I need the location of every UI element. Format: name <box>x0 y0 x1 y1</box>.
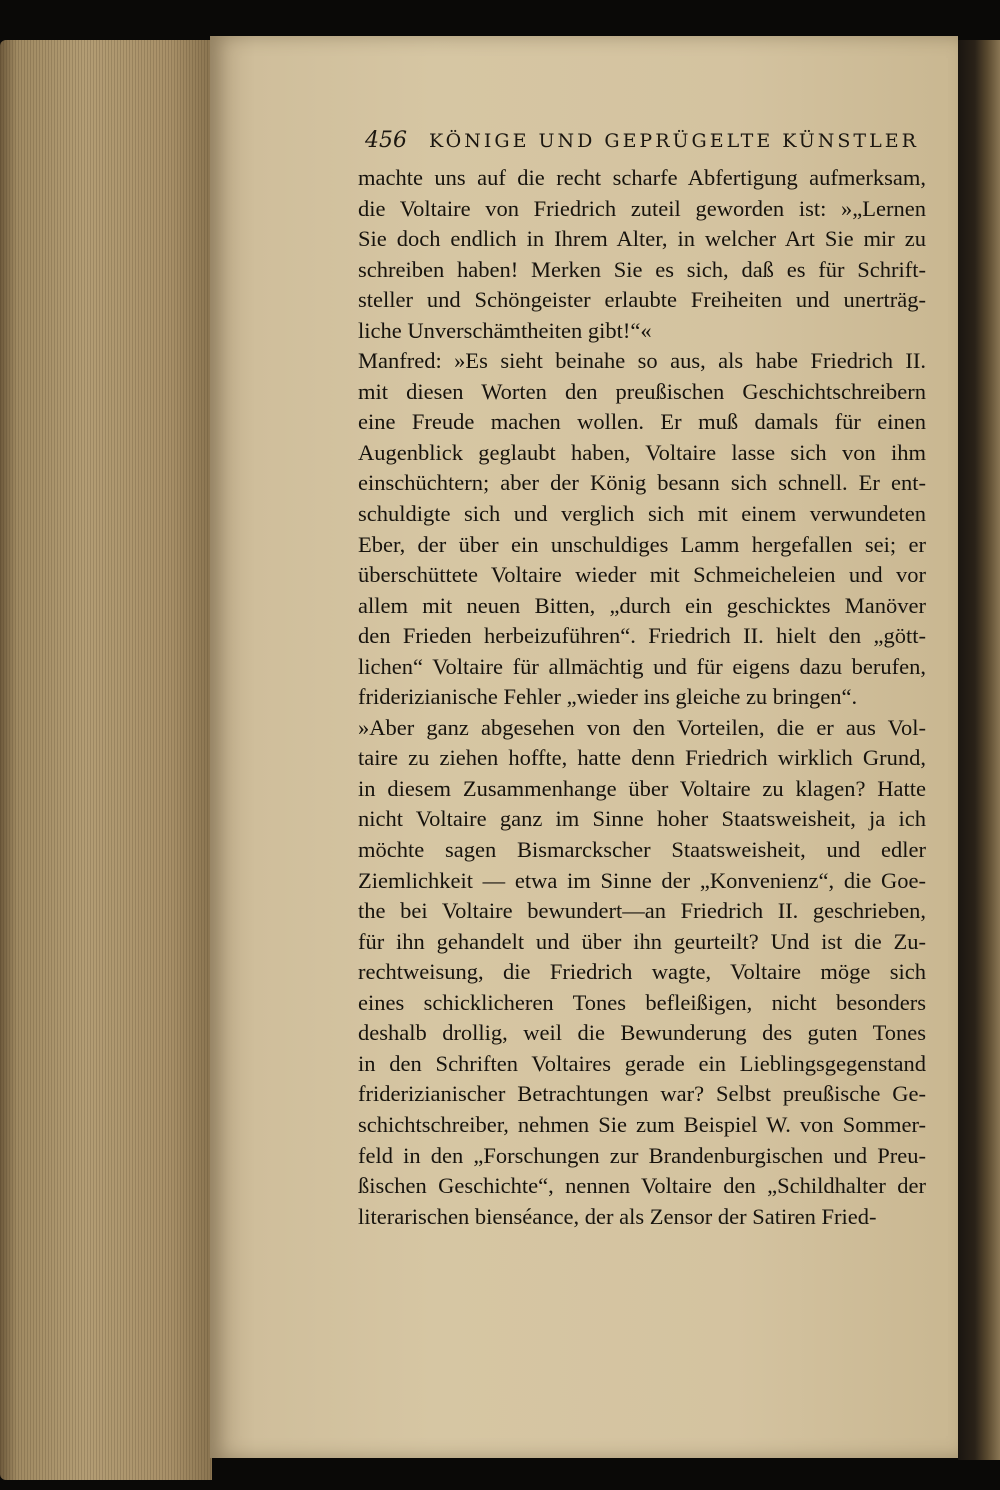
text-line: die Voltaire von Friedrich zuteil geworden ist: »„Lernen <box>358 195 926 221</box>
page-gutter-shadow <box>958 40 1000 1460</box>
text-line: für ihn gehandelt und über ihn geurteilt? Und ist die Zu- <box>358 928 926 954</box>
text-line: taire zu ziehen hoffte, hatte denn Friedrich wirklich Grund, <box>358 745 926 771</box>
page-header <box>365 128 925 162</box>
text-line: »Aber ganz abgesehen von den Vorteilen, die er aus Vol- <box>358 714 926 740</box>
text-line: den Frieden herbeizuführen“. Friedrich II. hielt den „gött- <box>358 623 926 649</box>
text-line: eine Freude machen wollen. Er muß damals für einen <box>358 409 926 435</box>
text-line: in den Schriften Voltaires gerade ein Lieblingsgegenstand <box>358 1050 926 1076</box>
text-line: friderizianischer Betrachtungen war? Selbst preußische Ge- <box>358 1081 926 1107</box>
text-line: nicht Voltaire ganz im Sinne hoher Staatsweisheit, ja ich <box>358 806 926 832</box>
text-line: einschüchtern; aber der König besann sich schnell. Er ent- <box>358 470 926 496</box>
text-line: überschüttete Voltaire wieder mit Schmeicheleien und vor <box>358 562 926 588</box>
text-line: lichen“ Voltaire für allmächtig und für eigens dazu berufen, <box>358 653 926 679</box>
running-head: KÖNIGE UND GEPRÜGELTE KÜNSTLER <box>429 130 919 152</box>
text-line: machte uns auf die recht scharfe Abfertigung aufmerksam, <box>358 165 926 190</box>
text-line: Ziemlichkeit — etwa im Sinne der „Konvenienz“, die Goe- <box>358 867 926 893</box>
text-line: rechtweisung, die Friedrich wagte, Voltaire möge sich <box>358 959 926 985</box>
text-line: liche Unverschämtheiten gibt!“« <box>358 317 652 343</box>
text-line: schuldigte sich und verglich sich mit einem verwundeten <box>358 501 926 527</box>
text-line: Augenblick geglaubt haben, Voltaire lasse sich von ihm <box>358 439 926 465</box>
text-line: mit diesen Worten den preußischen Geschichtschreibern <box>358 378 926 404</box>
text-line: the bei Voltaire bewundert—an Friedrich II. geschrieben, <box>358 898 926 924</box>
text-line: deshalb drollig, weil die Bewunderung des guten Tones <box>358 1020 926 1046</box>
text-line: Eber, der über ein unschuldiges Lamm hergefallen sei; er <box>358 531 926 557</box>
text-line: ßischen Geschichte“, nennen Voltaire den „Schildhalter der <box>358 1173 926 1199</box>
text-line: friderizianische Fehler „wieder ins gleiche zu bringen“. <box>358 684 858 710</box>
text-line: Sie doch endlich in Ihrem Alter, in welcher Art Sie mir zu <box>358 226 926 252</box>
text-line: steller und Schöngeister erlaubte Freiheiten und unerträg- <box>358 287 926 313</box>
text-line: schreiben haben! Merken Sie es sich, daß es für Schrift- <box>358 256 926 282</box>
text-line: literarischen bienséance, der als Zensor der Satiren Fried- <box>358 1203 877 1229</box>
page-number: 456 <box>365 128 407 153</box>
text-line: eines schicklicheren Tones befleißigen, nicht besonders <box>358 989 926 1015</box>
text-line: feld in den „Forschungen zur Brandenburgischen und Preu- <box>358 1142 926 1168</box>
text-line: möchte sagen Bismarckscher Staatsweisheit, und edler <box>358 837 926 863</box>
page-block-edge <box>0 40 212 1480</box>
text-line: Manfred: »Es sieht beinahe so aus, als habe Friedrich II. <box>358 348 926 374</box>
text-line: in diesem Zusammenhange über Voltaire zu klagen? Hatte <box>358 775 926 801</box>
text-line: schichtschreiber, nehmen Sie zum Beispiel W. von Sommer- <box>358 1111 926 1137</box>
text-line: allem mit neuen Bitten, „durch ein geschicktes Manöver <box>358 592 926 618</box>
body-text <box>358 163 926 1232</box>
